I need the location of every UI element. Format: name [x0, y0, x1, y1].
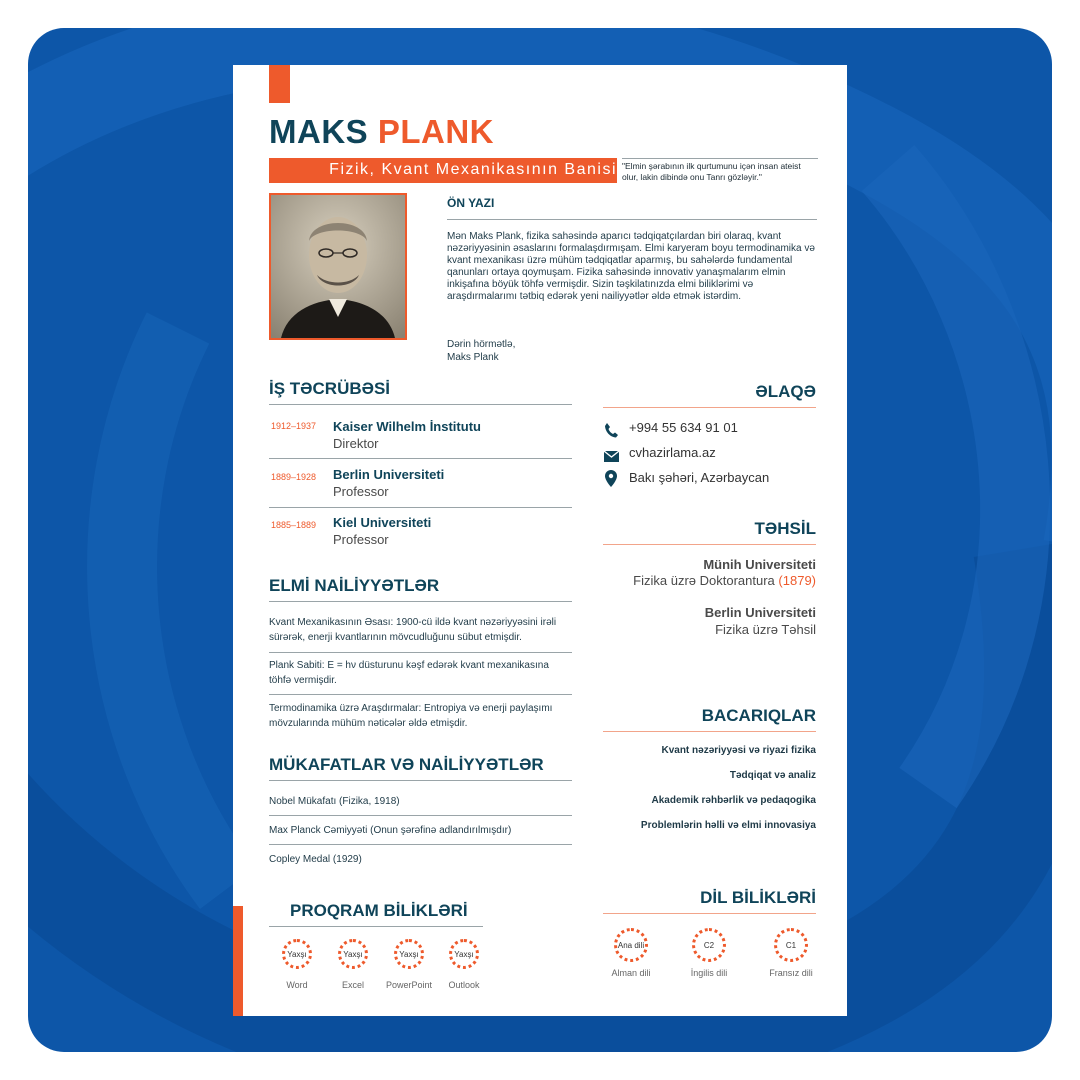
intro-closing: Dərin hörmətlə,: [447, 339, 516, 350]
education-heading: TƏHSİL: [754, 519, 816, 538]
experience-org: Kiel Universiteti: [333, 515, 432, 530]
cv-page: [233, 65, 847, 1016]
portrait-photo: [269, 193, 407, 340]
language-level-circle: C2: [692, 928, 726, 962]
contact-address: Bakı şəhəri, Azərbaycan: [629, 470, 770, 485]
experience-years: 1912–1937: [271, 421, 317, 431]
software-item: [282, 939, 312, 969]
experience-role: Professor: [333, 532, 389, 547]
experience-separator: [269, 458, 572, 459]
achievements-heading: ELMİ NAİLİYYƏTLƏR: [269, 576, 440, 595]
experience-divider: [269, 404, 572, 405]
first-name: MAKS: [269, 113, 369, 150]
contact-heading: ƏLAQƏ: [755, 382, 816, 401]
language-item: [774, 928, 808, 962]
mail-icon: [604, 449, 619, 467]
language-name: Fransız dili: [769, 968, 813, 978]
software-level-circle: Yaxşı: [449, 939, 479, 969]
software-level-circle: Yaxşı: [282, 939, 312, 969]
language-item: [692, 928, 726, 962]
intro-signature: Maks Plank: [447, 352, 499, 363]
achievement-separator: [269, 694, 572, 695]
software-item: [449, 939, 479, 969]
education-degree-line: [553, 573, 816, 588]
experience-heading: İŞ TƏCRÜBƏSİ: [269, 379, 391, 398]
award-item: Nobel Mükafatı (Fizika, 1918): [269, 796, 400, 807]
location-pin-icon: [605, 470, 617, 492]
languages-heading: DİL BİLİKLƏRİ: [700, 888, 816, 907]
skill-item: Tədqiqat və analiz: [729, 770, 816, 781]
intro-heading: ÖN YAZI: [447, 196, 495, 210]
education-degree: Fizika üzrə Doktorantura: [633, 573, 775, 588]
education-year: (1879): [778, 573, 816, 588]
full-name: [269, 113, 494, 151]
experience-role: Professor: [333, 484, 389, 499]
education-school: Münih Universiteti: [703, 557, 816, 572]
language-name: Alman dili: [611, 968, 651, 978]
award-separator: [269, 844, 572, 845]
achievements-divider: [269, 601, 572, 602]
software-item: [338, 939, 368, 969]
intro-body: Mən Maks Plank, fizika sahəsində aparıcı tədqiqatçılardan biri olaraq, kvant nəzəriyyəsinin əsaslarını formalaşdırmışam. Elmi karyeram boyu termodinamika və kvant mexanikası üzrə mühüm tədqiqatlar aparmış, bu sahələrdə fundamental qanunları ortaya qoymuşam. Fizika sahəsində innovativ yanaşmalarım elmin inkişafına böyük töhfə vermişdir. Sizin təşkilatınızda elmi biliklərimi və araşdırmalarımı tətbiq edərək yeni nailiyyətlər əldə etmək istərdim.: [447, 231, 815, 302]
intro-divider: [447, 219, 817, 220]
software-name: Outlook: [448, 980, 480, 990]
quote: "Elmin şərabının ilk qurtumunu içən insan ateist olur, lakin dibində onu Tanrı gözləyir.": [622, 158, 818, 183]
contact-email[interactable]: cvhazirlama.az: [629, 445, 716, 460]
language-name: İngilis dili: [690, 968, 728, 978]
software-heading: PROQRAM BİLİKLƏRİ: [290, 901, 468, 920]
language-level-circle: C1: [774, 928, 808, 962]
software-level-circle: Yaxşı: [338, 939, 368, 969]
skill-item: Kvant nəzəriyyəsi və riyazi fizika: [661, 745, 816, 756]
subtitle: Fizik, Kvant Mexanikasının Banisi: [329, 161, 617, 178]
language-level-circle: Ana dili: [614, 928, 648, 962]
achievement-item: Termodinamika üzrə Araşdırmalar: Entropiya və enerji paylaşımı mövzularında mühüm nəticələr əldə etmişdir.: [269, 703, 553, 729]
contact-divider: [603, 407, 816, 408]
software-name: Word: [286, 980, 308, 990]
award-separator: [269, 815, 572, 816]
software-item: [394, 939, 424, 969]
education-school: Berlin Universiteti: [704, 605, 816, 620]
skills-divider: [603, 731, 816, 732]
achievement-item: Kvant Mexanikasının Əsası: 1900-cü ildə kvant nəzəriyyəsini irəli sürərək, enerji kvantlarının mövcudluğunu sübut etmişdir.: [269, 617, 557, 643]
accent-tab-top: [269, 65, 290, 103]
award-item: Copley Medal (1929): [269, 854, 362, 865]
achievement-item: Plank Sabiti: E = hν düsturunu kəşf edərək kvant mexanikasına töhfə vermişdir.: [269, 660, 549, 686]
software-divider: [269, 926, 483, 927]
language-item: [614, 928, 648, 962]
contact-phone[interactable]: +994 55 634 91 01: [629, 420, 738, 435]
languages-divider: [603, 913, 816, 914]
experience-org: Kaiser Wilhelm İnstitutu: [333, 419, 481, 434]
experience-years: 1885–1889: [271, 520, 317, 530]
awards-divider: [269, 780, 572, 781]
last-name: PLANK: [377, 113, 495, 150]
achievement-separator: [269, 652, 572, 653]
software-name: PowerPoint: [385, 980, 433, 990]
education-divider: [603, 544, 816, 545]
software-level-circle: Yaxşı: [394, 939, 424, 969]
skill-item: Akademik rəhbərlik və pedaqogika: [651, 795, 816, 806]
award-item: Max Planck Cəmiyyəti (Onun şərəfinə adlandırılmışdır): [269, 825, 512, 836]
skills-heading: BACARIQLAR: [701, 706, 816, 725]
skill-item: Problemlərin həlli və elmi innovasiya: [640, 820, 816, 831]
experience-separator: [269, 507, 572, 508]
phone-icon: [604, 422, 618, 443]
experience-years: 1889–1928: [271, 472, 317, 482]
software-name: Excel: [341, 980, 364, 990]
accent-tab-bottom: [233, 906, 243, 1016]
awards-heading: MÜKAFATLAR VƏ NAİLİYYƏTLƏR: [269, 755, 544, 774]
experience-org: Berlin Universiteti: [333, 467, 445, 482]
experience-role: Direktor: [333, 436, 379, 451]
education-degree: Fizika üzrə Təhsil: [715, 622, 816, 637]
